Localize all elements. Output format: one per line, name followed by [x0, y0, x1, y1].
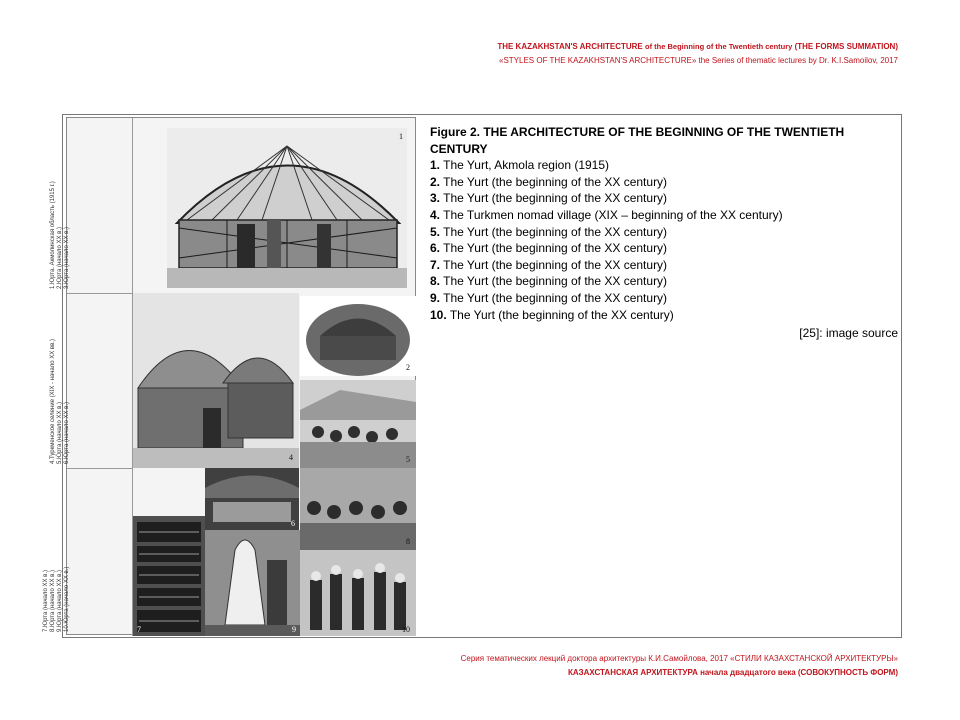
figure-item: [430, 174, 898, 191]
photo-number-6: 6: [291, 519, 295, 528]
figure-item-number: 7.: [430, 257, 441, 272]
header-title-end: (THE FORMS SUMMATION): [794, 42, 898, 51]
figure-item: [430, 157, 898, 174]
figure-item: [430, 290, 898, 307]
figure-item-number: 1.: [430, 158, 441, 173]
figure-item: [430, 224, 898, 241]
photo-number-8: 8: [406, 537, 410, 546]
figure-item: [430, 273, 898, 290]
photo-number-4: 4: [289, 453, 293, 462]
plate-caption-cell-3: [43, 468, 133, 636]
figure-item: [430, 307, 898, 324]
figure-item-text: The Yurt (the beginning of the XX century): [443, 224, 668, 239]
photo-number-9: 9: [292, 625, 296, 634]
photo-yurt-akmola: [167, 128, 407, 288]
figure-item-number: 3.: [430, 191, 441, 206]
figure-caption: [430, 124, 898, 342]
photo-plate: [43, 117, 416, 635]
plate-caption-3: 7.Юрта (начало XX в.) 8.Юрта (начало XX в.) 9.Юрта (начало XX в.) 10.Юрта (начало XX в.): [43, 566, 70, 632]
photo-yurt-interior: [205, 468, 299, 530]
photo-yurt-carpets: [133, 516, 205, 636]
figure-item-text: The Yurt (the beginning of the XX century): [449, 307, 674, 322]
figure-items-list: [430, 157, 898, 323]
plate-caption-1: 1.Юрта. Акмолинская область (1915 г.) 2.Юрта (начало XX в.) 3.Юрта (начало XX в.): [50, 181, 70, 289]
photo-number-10: 10: [402, 625, 410, 634]
figure-item-number: 10.: [430, 307, 447, 322]
figure-item-text: The Yurt, Akmola region (1915): [443, 158, 610, 173]
figure-item: [430, 207, 898, 224]
figure-item-text: The Yurt (the beginning of the XX century): [443, 174, 668, 189]
figure-item-number: 4.: [430, 207, 441, 222]
figure-item: [430, 240, 898, 257]
figure-item-text: The Turkmen nomad village (XIX – beginning of the XX century): [443, 207, 783, 222]
image-source: [25]: image source: [799, 326, 898, 341]
photo-yurt-round: [300, 296, 416, 376]
figure-item-number: 5.: [430, 224, 441, 239]
figure-item-text: The Yurt (the beginning of the XX century): [443, 191, 668, 206]
photo-yurt-woman: [205, 530, 300, 636]
figure-item-number: 2.: [430, 174, 441, 189]
footer-line-2: КАЗАХСТАНСКАЯ АРХИТЕКТУРА начала двадцатого века (СОВОКУПНОСТЬ ФОРМ): [567, 668, 898, 677]
plate-caption-cell-2: [50, 293, 133, 468]
figure-item-number: 6.: [430, 241, 441, 256]
photo-yurt-people: [300, 550, 416, 636]
photo-number-1: 1: [399, 132, 403, 141]
figure-item-text: The Yurt (the beginning of the XX century): [443, 257, 668, 272]
photo-number-7: 7: [137, 625, 141, 634]
photo-number-5: 5: [406, 455, 410, 464]
figure-title: Figure 2. THE ARCHITECTURE OF THE BEGINNING OF THE TWENTIETH CENTURY: [430, 125, 845, 156]
photo-turkmen-village: [133, 293, 299, 468]
plate-caption-2: 4.Туркменское селение (XIX - начало XX вв.) 5.Юрта (начало XX в.) 6.Юрта (начало XX в.): [50, 339, 70, 464]
figure-item-text: The Yurt (the beginning of the XX century): [443, 274, 668, 289]
figure-item-text: The Yurt (the beginning of the XX century): [443, 241, 668, 256]
figure-item-number: 8.: [430, 274, 441, 289]
header-title-main: THE KAZAKHSTAN'S ARCHITECTURE: [497, 42, 643, 51]
header-subtitle: «STYLES OF THE KAZAKHSTAN'S ARCHITECTURE» the Series of thematic lectures by Dr. K.I.Samoilov, 2017: [499, 56, 898, 65]
figure-item: [430, 190, 898, 207]
photo-yurt-group: [300, 380, 416, 468]
header-title: [497, 42, 898, 51]
figure-item-number: 9.: [430, 290, 441, 305]
figure-item: [430, 257, 898, 274]
photo-yurt-gathering: [300, 468, 416, 550]
photo-number-2: 2: [406, 363, 410, 372]
plate-caption-cell-1: [50, 118, 133, 293]
header-title-sub: of the Beginning of the Twentieth century: [645, 42, 793, 51]
figure-item-text: The Yurt (the beginning of the XX century): [443, 290, 668, 305]
footer-line-1: Серия тематических лекций доктора архитектуры К.И.Самойлова, 2017 «СТИЛИ КАЗАХСТАНСКОЙ АРХИТЕКТУРЫ»: [460, 654, 898, 663]
